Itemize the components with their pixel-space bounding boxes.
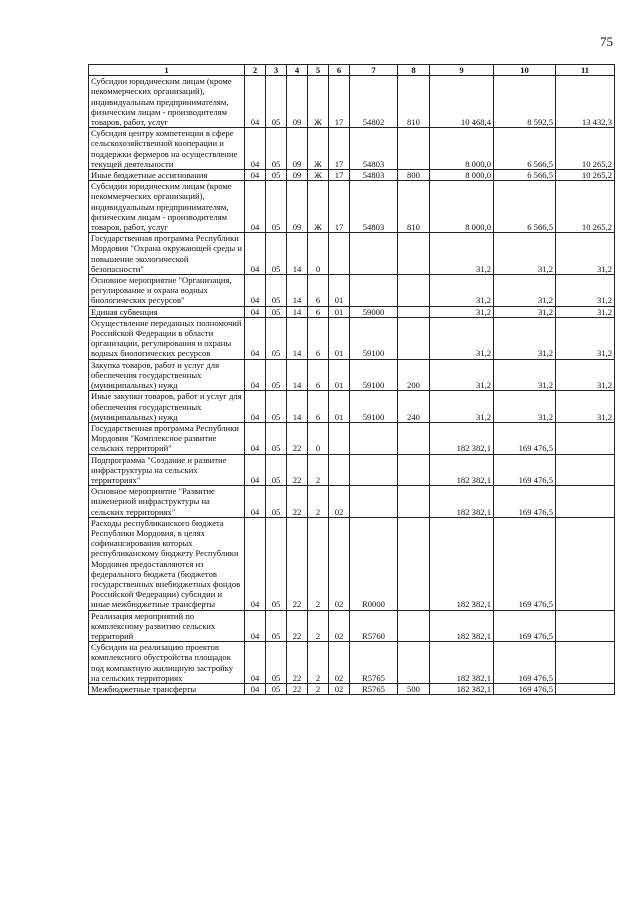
- table-header-row: [89, 65, 615, 76]
- code-expense-type-cell: [398, 454, 430, 486]
- table-row: [89, 517, 615, 610]
- column-header: 8: [398, 65, 430, 76]
- table-row: [89, 306, 615, 317]
- amount-col9-cell: 182 382,1: [430, 422, 494, 454]
- code-direction-cell: 54803: [350, 170, 398, 181]
- code-subprogram-cell: 2: [308, 642, 329, 684]
- code-direction-cell: [350, 233, 398, 275]
- amount-col9-cell: 182 382,1: [430, 610, 494, 642]
- code-subsection-cell: 05: [266, 306, 287, 317]
- code-expense-type-cell: 240: [398, 391, 430, 423]
- table-row: [89, 317, 615, 359]
- table-row: [89, 170, 615, 181]
- table-row: [89, 275, 615, 307]
- code-subsection-cell: 05: [266, 642, 287, 684]
- column-header: 11: [556, 65, 615, 76]
- amount-col10-cell: 31,2: [494, 275, 556, 307]
- code-activity-cell: 17: [329, 76, 350, 128]
- amount-col9-cell: 31,2: [430, 233, 494, 275]
- code-section-cell: 04: [245, 170, 266, 181]
- code-subsection-cell: 05: [266, 517, 287, 610]
- code-activity-cell: 01: [329, 317, 350, 359]
- item-name-cell: Основное мероприятие "Развитие инженерной инфраструктуры на сельских территориях": [89, 486, 245, 518]
- code-direction-cell: 59000: [350, 306, 398, 317]
- amount-col10-cell: 169 476,5: [494, 610, 556, 642]
- code-activity-cell: 02: [329, 517, 350, 610]
- amount-col10-cell: 169 476,5: [494, 642, 556, 684]
- item-name-cell: Основное мероприятие "Организация, регулирование и охрана водных биологических ресурсов": [89, 275, 245, 307]
- amount-col11-cell: [556, 642, 615, 684]
- code-direction-cell: [350, 422, 398, 454]
- item-name-cell: Иные закупки товаров, работ и услуг для обеспечения государственных (муниципальных) нужд: [89, 391, 245, 423]
- amount-col9-cell: 182 382,1: [430, 642, 494, 684]
- column-header: 3: [266, 65, 287, 76]
- code-subsection-cell: 05: [266, 486, 287, 518]
- item-name-cell: Осуществление переданных полномочий Российской Федерации в области организации, регулирования и охраны водных биологических ресурсов: [89, 317, 245, 359]
- amount-col9-cell: 8 000,0: [430, 170, 494, 181]
- code-program-cell: 14: [287, 275, 308, 307]
- amount-col9-cell: 31,2: [430, 275, 494, 307]
- item-name-cell: Субсидии юридическим лицам (кроме некоммерческих организаций), индивидуальным предпринимателям, физическим лицам - производителям товаров, работ, услуг: [89, 76, 245, 128]
- table-row: [89, 233, 615, 275]
- amount-col10-cell: 169 476,5: [494, 683, 556, 694]
- item-name-cell: Реализация мероприятий по комплексному развитию сельских территорий: [89, 610, 245, 642]
- code-subsection-cell: 05: [266, 170, 287, 181]
- code-activity-cell: 02: [329, 642, 350, 684]
- table-row: [89, 486, 615, 518]
- amount-col11-cell: 31,2: [556, 275, 615, 307]
- code-section-cell: 04: [245, 233, 266, 275]
- amount-col10-cell: 31,2: [494, 391, 556, 423]
- code-subprogram-cell: Ж: [308, 170, 329, 181]
- code-subsection-cell: 05: [266, 391, 287, 423]
- code-program-cell: 22: [287, 610, 308, 642]
- code-activity-cell: 01: [329, 359, 350, 391]
- code-subprogram-cell: 2: [308, 454, 329, 486]
- code-expense-type-cell: [398, 422, 430, 454]
- amount-col10-cell: 169 476,5: [494, 422, 556, 454]
- table-row: [89, 610, 615, 642]
- code-subsection-cell: 05: [266, 181, 287, 233]
- code-program-cell: 14: [287, 306, 308, 317]
- code-expense-type-cell: [398, 306, 430, 317]
- table-row: [89, 391, 615, 423]
- code-section-cell: 04: [245, 128, 266, 170]
- code-section-cell: 04: [245, 181, 266, 233]
- code-program-cell: 14: [287, 317, 308, 359]
- table-row: [89, 128, 615, 170]
- code-expense-type-cell: 500: [398, 683, 430, 694]
- item-name-cell: Расходы республиканского бюджета Республики Мордовия, в целях софинансирования которых республиканскому бюджету Республики Мордовия предоставляются из федерального бюджета (бюджетов государственных внебюджетных фондов Российской Федерации) субсидии и иные межбюджетные трансферты: [89, 517, 245, 610]
- code-program-cell: 14: [287, 233, 308, 275]
- code-activity-cell: 01: [329, 275, 350, 307]
- code-program-cell: 14: [287, 391, 308, 423]
- amount-col11-cell: 31,2: [556, 306, 615, 317]
- table-body: [89, 76, 615, 695]
- code-subsection-cell: 05: [266, 359, 287, 391]
- code-direction-cell: R5765: [350, 683, 398, 694]
- code-expense-type-cell: 810: [398, 76, 430, 128]
- code-program-cell: 09: [287, 181, 308, 233]
- amount-col9-cell: 182 382,1: [430, 683, 494, 694]
- code-direction-cell: 59100: [350, 317, 398, 359]
- code-subsection-cell: 05: [266, 317, 287, 359]
- code-expense-type-cell: [398, 642, 430, 684]
- code-activity-cell: 01: [329, 306, 350, 317]
- table-row: [89, 181, 615, 233]
- code-program-cell: 22: [287, 422, 308, 454]
- code-section-cell: 04: [245, 76, 266, 128]
- amount-col9-cell: 31,2: [430, 317, 494, 359]
- code-subsection-cell: 05: [266, 454, 287, 486]
- amount-col9-cell: 31,2: [430, 391, 494, 423]
- code-program-cell: 09: [287, 170, 308, 181]
- table-row: [89, 422, 615, 454]
- code-section-cell: 04: [245, 306, 266, 317]
- code-section-cell: 04: [245, 359, 266, 391]
- code-expense-type-cell: 200: [398, 359, 430, 391]
- column-header: 9: [430, 65, 494, 76]
- amount-col10-cell: 169 476,5: [494, 517, 556, 610]
- code-direction-cell: 59100: [350, 391, 398, 423]
- code-subsection-cell: 05: [266, 610, 287, 642]
- code-subprogram-cell: 2: [308, 486, 329, 518]
- code-program-cell: 09: [287, 76, 308, 128]
- item-name-cell: Иные бюджетные ассигнования: [89, 170, 245, 181]
- table-row: [89, 359, 615, 391]
- code-expense-type-cell: 810: [398, 181, 430, 233]
- amount-col10-cell: 31,2: [494, 359, 556, 391]
- code-activity-cell: 02: [329, 486, 350, 518]
- code-expense-type-cell: [398, 486, 430, 518]
- code-program-cell: 22: [287, 486, 308, 518]
- amount-col11-cell: 31,2: [556, 359, 615, 391]
- code-section-cell: 04: [245, 275, 266, 307]
- amount-col10-cell: 169 476,5: [494, 454, 556, 486]
- code-subprogram-cell: 6: [308, 275, 329, 307]
- code-subprogram-cell: Ж: [308, 76, 329, 128]
- code-section-cell: 04: [245, 454, 266, 486]
- page-number: 75: [600, 34, 613, 49]
- code-section-cell: 04: [245, 317, 266, 359]
- amount-col11-cell: [556, 422, 615, 454]
- code-direction-cell: 54803: [350, 181, 398, 233]
- code-section-cell: 04: [245, 683, 266, 694]
- amount-col11-cell: [556, 610, 615, 642]
- code-subprogram-cell: Ж: [308, 128, 329, 170]
- amount-col11-cell: 10 265,2: [556, 181, 615, 233]
- code-subprogram-cell: 0: [308, 422, 329, 454]
- code-program-cell: 09: [287, 128, 308, 170]
- amount-col11-cell: 31,2: [556, 391, 615, 423]
- amount-col10-cell: 31,2: [494, 306, 556, 317]
- code-subprogram-cell: 6: [308, 391, 329, 423]
- code-activity-cell: [329, 233, 350, 275]
- amount-col10-cell: 8 592,5: [494, 76, 556, 128]
- code-activity-cell: 17: [329, 181, 350, 233]
- table-row: [89, 76, 615, 128]
- column-header: 1: [89, 65, 245, 76]
- amount-col10-cell: 6 566,5: [494, 128, 556, 170]
- code-direction-cell: R0000: [350, 517, 398, 610]
- code-direction-cell: [350, 486, 398, 518]
- table-row: [89, 683, 615, 694]
- amount-col9-cell: 10 468,4: [430, 76, 494, 128]
- code-program-cell: 22: [287, 683, 308, 694]
- item-name-cell: Подпрограмма "Создание и развитие инфраструктуры на сельских территориях": [89, 454, 245, 486]
- code-subsection-cell: 05: [266, 76, 287, 128]
- code-expense-type-cell: [398, 275, 430, 307]
- amount-col10-cell: 6 566,5: [494, 181, 556, 233]
- amount-col10-cell: 6 566,5: [494, 170, 556, 181]
- amount-col10-cell: 31,2: [494, 317, 556, 359]
- amount-col11-cell: 31,2: [556, 317, 615, 359]
- code-section-cell: 04: [245, 610, 266, 642]
- amount-col11-cell: [556, 486, 615, 518]
- table-row: [89, 642, 615, 684]
- code-section-cell: 04: [245, 642, 266, 684]
- amount-col9-cell: 182 382,1: [430, 517, 494, 610]
- code-subprogram-cell: 0: [308, 233, 329, 275]
- code-subprogram-cell: 2: [308, 683, 329, 694]
- table-row: [89, 454, 615, 486]
- item-name-cell: Субсидии юридическим лицам (кроме некоммерческих организаций), индивидуальным предпринимателям, физическим лицам - производителям товаров, работ, услуг: [89, 181, 245, 233]
- code-activity-cell: [329, 454, 350, 486]
- code-subprogram-cell: 6: [308, 306, 329, 317]
- code-direction-cell: [350, 275, 398, 307]
- code-program-cell: 22: [287, 517, 308, 610]
- code-section-cell: 04: [245, 517, 266, 610]
- code-expense-type-cell: [398, 610, 430, 642]
- column-header: 7: [350, 65, 398, 76]
- code-section-cell: 04: [245, 391, 266, 423]
- code-section-cell: 04: [245, 422, 266, 454]
- code-subsection-cell: 05: [266, 422, 287, 454]
- amount-col9-cell: 31,2: [430, 359, 494, 391]
- code-section-cell: 04: [245, 486, 266, 518]
- code-expense-type-cell: [398, 233, 430, 275]
- amount-col9-cell: 8 000,0: [430, 128, 494, 170]
- budget-table: [88, 64, 615, 695]
- amount-col10-cell: 31,2: [494, 233, 556, 275]
- amount-col9-cell: 31,2: [430, 306, 494, 317]
- item-name-cell: Межбюджетные трансферты: [89, 683, 245, 694]
- amount-col11-cell: [556, 683, 615, 694]
- amount-col11-cell: 10 265,2: [556, 170, 615, 181]
- code-direction-cell: 59100: [350, 359, 398, 391]
- code-expense-type-cell: [398, 517, 430, 610]
- amount-col9-cell: 182 382,1: [430, 454, 494, 486]
- amount-col9-cell: 182 382,1: [430, 486, 494, 518]
- code-direction-cell: 54802: [350, 76, 398, 128]
- code-direction-cell: [350, 454, 398, 486]
- code-program-cell: 22: [287, 454, 308, 486]
- code-program-cell: 14: [287, 359, 308, 391]
- amount-col11-cell: [556, 517, 615, 610]
- amount-col10-cell: 169 476,5: [494, 486, 556, 518]
- column-header: 10: [494, 65, 556, 76]
- amount-col11-cell: 13 432,3: [556, 76, 615, 128]
- code-subprogram-cell: 6: [308, 359, 329, 391]
- amount-col9-cell: 8 000,0: [430, 181, 494, 233]
- code-direction-cell: 54803: [350, 128, 398, 170]
- code-activity-cell: 17: [329, 128, 350, 170]
- code-activity-cell: 17: [329, 170, 350, 181]
- code-subsection-cell: 05: [266, 128, 287, 170]
- code-activity-cell: 01: [329, 391, 350, 423]
- item-name-cell: Государственная программа Республики Мордовия "Комплексное развитие сельских территорий": [89, 422, 245, 454]
- code-expense-type-cell: [398, 128, 430, 170]
- column-header: 2: [245, 65, 266, 76]
- code-subprogram-cell: 2: [308, 517, 329, 610]
- code-subprogram-cell: 2: [308, 610, 329, 642]
- code-program-cell: 22: [287, 642, 308, 684]
- code-subsection-cell: 05: [266, 233, 287, 275]
- code-activity-cell: 02: [329, 683, 350, 694]
- item-name-cell: Единая субвенция: [89, 306, 245, 317]
- code-subsection-cell: 05: [266, 275, 287, 307]
- code-subprogram-cell: Ж: [308, 181, 329, 233]
- code-subsection-cell: 05: [266, 683, 287, 694]
- item-name-cell: Государственная программа Республики Мордовия "Охрана окружающей среды и повышение экологической безопасности": [89, 233, 245, 275]
- code-direction-cell: R5765: [350, 642, 398, 684]
- amount-col11-cell: 31,2: [556, 233, 615, 275]
- item-name-cell: Субсидия центру компетенции в сфере сельскохозяйственной кооперации и поддержки фермеров на осуществление текущей деятельности: [89, 128, 245, 170]
- code-expense-type-cell: 800: [398, 170, 430, 181]
- column-header: 4: [287, 65, 308, 76]
- code-expense-type-cell: [398, 317, 430, 359]
- amount-col11-cell: 10 265,2: [556, 128, 615, 170]
- code-activity-cell: [329, 422, 350, 454]
- item-name-cell: Закупка товаров, работ и услуг для обеспечения государственных (муниципальных) нужд: [89, 359, 245, 391]
- code-subprogram-cell: 6: [308, 317, 329, 359]
- amount-col11-cell: [556, 454, 615, 486]
- item-name-cell: Субсидии на реализацию проектов комплексного обустройства площадок под компактную жилищную застройку на сельских территориях: [89, 642, 245, 684]
- code-direction-cell: R5760: [350, 610, 398, 642]
- column-header: 5: [308, 65, 329, 76]
- code-activity-cell: 02: [329, 610, 350, 642]
- column-header: 6: [329, 65, 350, 76]
